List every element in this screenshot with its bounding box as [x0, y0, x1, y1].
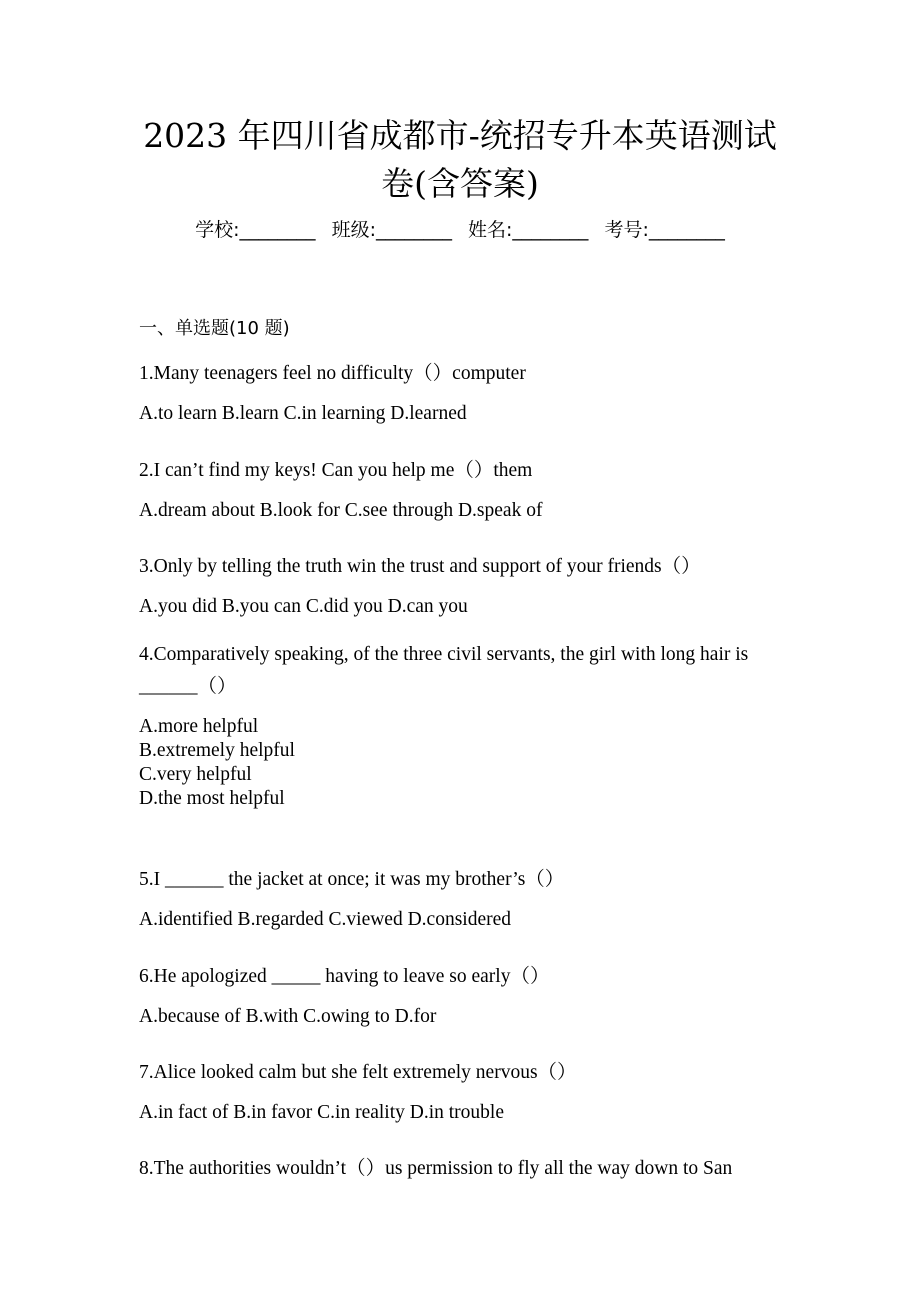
page-title-line-1: 2023 年四川省成都市-统招专升本英语测试 — [143, 116, 777, 155]
question-4-option-b: B.extremely helpful — [139, 740, 295, 761]
question-3-stem: 3.Only by telling the truth win the trust and support of your friends（） — [139, 556, 701, 577]
question-1-options: A.to learn B.learn C.in learning D.learned — [139, 403, 467, 424]
question-2-stem: 2.I can’t find my keys! Can you help me（）them — [139, 460, 533, 481]
question-4-stem: 4.Comparatively speaking, of the three civil servants, the girl with long hair is ______（） — [139, 644, 749, 697]
question-7-stem: 7.Alice looked calm but she felt extremely nervous（） — [139, 1062, 577, 1083]
question-4-option-a: A.more helpful — [139, 716, 259, 737]
question-3-options: A.you did B.you can C.did you D.can you — [139, 596, 468, 617]
question-4-option-d: D.the most helpful — [139, 788, 285, 809]
question-5-options: A.identified B.regarded C.viewed D.considered — [139, 909, 512, 930]
question-6-options: A.because of B.with C.owing to D.for — [139, 1006, 437, 1027]
question-7-options: A.in fact of B.in favor C.in reality D.in trouble — [139, 1102, 504, 1123]
student-info-row — [0, 216, 920, 244]
question-1-stem: 1.Many teenagers feel no difficulty（）computer — [139, 363, 526, 384]
question-8-stem: 8.The authorities wouldn’t（）us permission to fly all the way down to San — [139, 1158, 733, 1179]
question-5-stem: 5.I ______ the jacket at once; it was my brother’s（） — [139, 869, 565, 890]
question-4-options — [139, 715, 295, 811]
question-4-option-c: C.very helpful — [139, 764, 252, 785]
question-2-options: A.dream about B.look for C.see through D.speak of — [139, 500, 543, 521]
class-field: 班级:________ — [331, 219, 452, 241]
name-field: 姓名:________ — [468, 219, 589, 241]
section-heading: 一、单选题(10 题) — [139, 318, 290, 339]
question-6-stem: 6.He apologized _____ having to leave so early（） — [139, 966, 550, 987]
exam-number-field: 考号:________ — [604, 219, 725, 241]
school-field: 学校:________ — [195, 219, 316, 241]
page-title-line-2: 卷(含答案) — [381, 164, 539, 203]
